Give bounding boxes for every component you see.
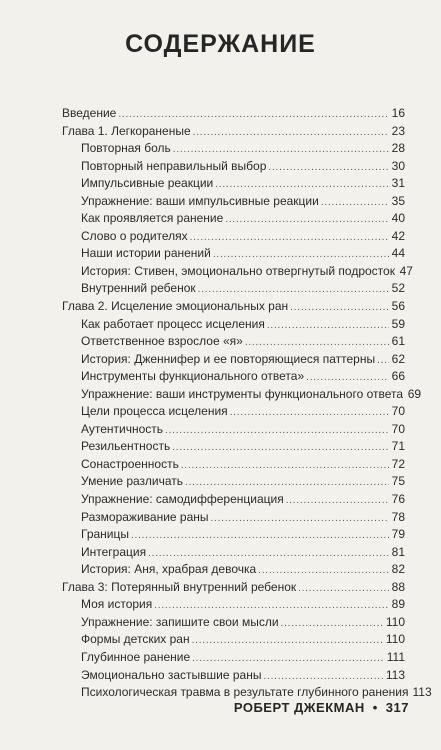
toc-section-entry <box>62 210 405 228</box>
toc-chapter-entry <box>62 123 405 141</box>
toc-section-entry <box>62 491 405 509</box>
toc-entry-title: Глава 3: Потерянный внутренний ребенок <box>62 579 297 594</box>
toc-section-entry <box>62 386 422 404</box>
toc-section-entry <box>62 631 405 649</box>
toc-section-entry <box>62 614 405 632</box>
toc-page-number: 30 <box>391 158 405 173</box>
toc-dot-leader <box>198 281 389 299</box>
toc-dot-leader <box>173 141 389 159</box>
toc-entry-title: Упражнение: ваши инструменты функционального ответа <box>81 386 404 401</box>
toc-section-entry <box>62 456 405 474</box>
toc-chapter-entry <box>62 579 405 597</box>
toc-entry-title: Упражнение: ваши импульсивные реакции <box>81 193 319 208</box>
toc-page-number: 70 <box>391 404 405 419</box>
toc-page-number: 76 <box>391 492 405 507</box>
toc-dot-leader <box>230 404 389 422</box>
toc-page-number: 79 <box>391 527 405 542</box>
toc-page-number: 28 <box>391 141 405 156</box>
toc-dot-leader <box>281 615 384 633</box>
toc-page-number: 113 <box>385 667 405 682</box>
toc-entry-title: Формы детских ран <box>81 632 190 647</box>
toc-chapter-entry <box>62 298 405 316</box>
page-footer <box>234 700 409 715</box>
toc-page-number: 88 <box>391 579 405 594</box>
toc-page-number: 56 <box>391 299 405 314</box>
toc-entry-title: Моя история <box>81 597 153 612</box>
toc-dot-leader <box>286 492 389 510</box>
toc-dot-leader <box>298 580 389 598</box>
toc-dot-leader <box>185 474 389 492</box>
toc-page-number: 47 <box>399 263 413 278</box>
toc-section-entry <box>62 403 405 421</box>
toc-page-number: 75 <box>391 474 405 489</box>
toc-section-entry <box>62 158 405 176</box>
toc-section-entry <box>62 228 405 246</box>
toc-section-entry <box>62 684 432 702</box>
toc-entry-title: Как работает процесс исцеления <box>81 316 265 331</box>
toc-entry-title: Умение различать <box>81 474 184 489</box>
toc-chapter-entry <box>62 105 405 123</box>
toc-entry-title: История: Аня, храбрая девочка <box>81 562 257 577</box>
toc-dot-leader <box>290 299 389 317</box>
toc-entry-title: Психологическая травма в результате глубинного ранения <box>81 685 409 700</box>
toc-entry-title: Глава 2. Исцеление эмоциональных ран <box>62 299 289 314</box>
page-title: СОДЕРЖАНИЕ <box>125 30 316 58</box>
toc-dot-leader <box>211 510 390 528</box>
toc-entry-title: Слово о родителях <box>81 228 188 243</box>
toc-entry-title: Границы <box>81 527 129 542</box>
toc-section-entry <box>62 526 405 544</box>
toc-page-number: 113 <box>412 685 432 700</box>
toc-page-number: 70 <box>391 421 405 436</box>
toc-page-number: 89 <box>391 597 405 612</box>
toc-page-number: 16 <box>391 106 405 120</box>
toc-section-entry <box>62 596 405 614</box>
toc-section-entry <box>62 140 405 158</box>
toc-entry-title: Цели процесса исцеления <box>81 404 228 419</box>
toc-dot-leader <box>192 650 385 668</box>
toc-entry-title: Повторная боль <box>81 141 171 156</box>
toc-page-number: 81 <box>391 544 405 559</box>
toc-dot-leader <box>190 229 389 247</box>
toc-dot-leader <box>193 124 389 142</box>
toc-section-entry <box>62 473 405 491</box>
toc-entry-title: Глава 1. Легкораненые <box>62 123 191 138</box>
toc-dot-leader <box>131 527 389 545</box>
toc-entry-title: Упражнение: самодифференциация <box>81 492 284 507</box>
toc-section-entry <box>62 193 405 211</box>
toc-dot-leader <box>258 562 389 580</box>
toc-entry-title: Внутренний ребенок <box>81 281 196 296</box>
toc-page-number: 111 <box>386 649 405 664</box>
toc-page-number: 42 <box>391 228 405 243</box>
toc-page-number: 78 <box>391 509 405 524</box>
toc-page-number: 40 <box>391 211 405 226</box>
page-number: 317 <box>385 700 409 715</box>
toc-dot-leader <box>225 211 389 229</box>
toc-section-entry <box>62 561 405 579</box>
toc-entry-title: Интеграция <box>81 544 147 559</box>
toc-section-entry <box>62 280 405 298</box>
toc-dot-leader <box>321 194 389 212</box>
toc-page-number: 110 <box>385 632 405 647</box>
toc-section-entry <box>62 509 405 527</box>
toc-dot-leader <box>148 545 389 563</box>
toc-entry-title: История: Стивен, эмоционально отвергнутый подросток <box>81 263 395 278</box>
toc-entry-title: Сонастроенность <box>81 456 179 471</box>
toc-entry-title: История: Дженнифер и ее повторяющиеся паттерны <box>81 351 376 366</box>
toc-dot-leader <box>154 597 389 615</box>
toc-page-number: 110 <box>385 614 405 629</box>
toc-dot-leader <box>268 159 389 177</box>
toc-section-entry <box>62 421 405 439</box>
toc-dot-leader <box>165 422 389 440</box>
toc-entry-title: Как проявляется ранение <box>81 211 224 226</box>
toc-entry-title: Упражнение: запишите свои мысли <box>81 614 279 629</box>
toc-section-entry <box>62 263 413 281</box>
toc-section-entry <box>62 438 405 456</box>
toc-page-number: 59 <box>391 316 405 331</box>
toc-entry-title: Инструменты функционального ответа» <box>81 369 305 384</box>
toc-entry-title: Резильентность <box>81 439 171 454</box>
toc-section-entry <box>62 245 405 263</box>
toc-entry-title: Ответственное взрослое «я» <box>81 334 243 349</box>
toc-entry-title: Глубинное ранение <box>81 649 191 664</box>
toc-entry-title: Наши истории ранений <box>81 246 211 261</box>
toc-section-entry <box>62 351 405 369</box>
toc-dot-leader <box>267 317 389 335</box>
toc-section-entry <box>62 649 405 667</box>
toc-dot-leader <box>213 246 389 264</box>
toc-page-number: 71 <box>391 439 405 454</box>
toc-section-entry <box>62 175 405 193</box>
toc-dot-leader <box>215 176 389 194</box>
table-of-contents <box>62 105 432 702</box>
toc-page-number: 82 <box>391 562 405 577</box>
toc-dot-leader <box>172 439 389 457</box>
toc-page-number: 62 <box>391 351 405 366</box>
toc-dot-leader <box>263 668 383 686</box>
toc-dot-leader <box>377 352 389 370</box>
toc-page-number: 72 <box>391 456 405 471</box>
toc-page-number: 66 <box>391 369 405 384</box>
toc-entry-title: Эмоционально застывшие раны <box>81 667 262 682</box>
toc-page-number: 69 <box>407 386 422 401</box>
toc-section-entry <box>62 667 405 685</box>
toc-page-number: 35 <box>391 193 405 208</box>
toc-dot-leader <box>118 106 389 124</box>
toc-section-entry <box>62 368 405 386</box>
toc-entry-title: Повторный неправильный выбор <box>81 158 267 173</box>
toc-entry-title: Импульсивные реакции <box>81 176 214 191</box>
toc-section-entry <box>62 316 405 334</box>
toc-page-number: 44 <box>391 246 405 261</box>
toc-page-number: 31 <box>391 176 405 191</box>
toc-dot-leader <box>181 457 389 475</box>
toc-dot-leader <box>306 369 389 387</box>
toc-entry-title: Размораживание раны <box>81 509 209 524</box>
toc-section-entry <box>62 544 405 562</box>
footer-separator: • <box>372 700 378 715</box>
toc-page-number: 23 <box>391 123 405 138</box>
toc-page-number: 61 <box>391 334 405 349</box>
toc-dot-leader <box>245 334 389 352</box>
author-name: РОБЕРТ ДЖЕКМАН <box>233 700 365 715</box>
toc-dot-leader <box>192 632 384 650</box>
toc-page-number: 52 <box>391 281 405 296</box>
toc-section-entry <box>62 333 405 351</box>
toc-entry-title: Введение <box>62 106 117 120</box>
toc-entry-title: Аутентичность <box>81 421 164 436</box>
